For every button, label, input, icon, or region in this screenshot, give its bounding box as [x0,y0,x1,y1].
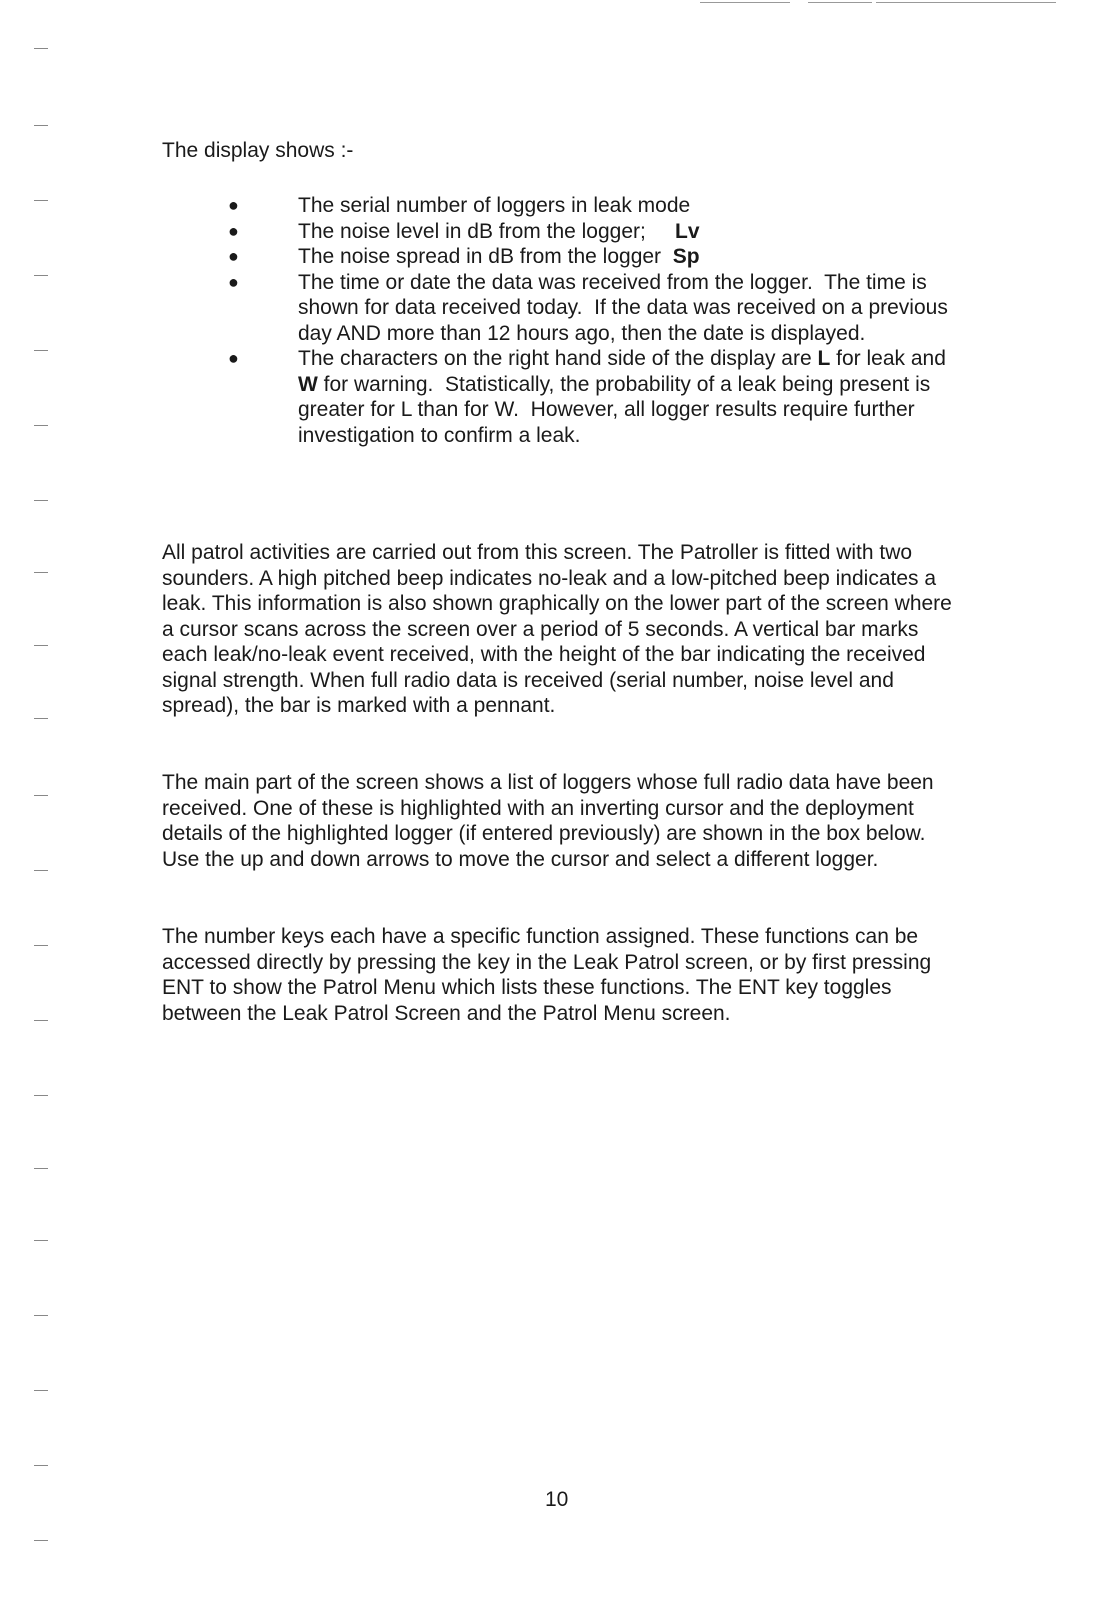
paragraph-patrol-activities: All patrol activities are carried out from this screen. The Patroller is fitted with two sounders. A high pitched beep indicates no-leak and a low-pitched beep indicates a leak. This information is also shown graphically on the lower part of the screen where a cursor scans across the screen over a period of 5 seconds. A vertical bar marks each leak/no-leak event received, with the height of the bar indicating the received signal strength. When full radio data is received (serial number, noise level and spread), the bar is marked with a pennant. [162,541,952,717]
intro-line: The display shows :- [162,139,354,162]
scan-artifact-tick [34,1168,48,1169]
bullet-text: for warning. Statistically, the probability of a leak being present is greater for L than for W. However, all logger results require further investigation to confirm a leak. [298,372,937,447]
bullet-text: The time or date the data was received from the logger. The time is shown for data received today. If the data was received on a previous day AND more than 12 hours ago, then the date is displayed. [298,270,954,345]
bullet-bold-text: Lv [675,219,700,243]
bullet-text: for leak and [830,347,952,370]
bullet-bold-text: Sp [672,245,700,268]
scan-artifact-rule [700,2,790,3]
scan-artifact-tick [34,1390,48,1391]
bullet-bold-text: W [298,372,318,396]
bullet-text: The noise spread in dB from the logger [298,245,673,268]
scan-artifact-tick [34,945,48,946]
scan-artifact-tick [34,718,48,719]
scan-artifact-tick [34,350,48,351]
scan-artifact-tick [34,1315,48,1316]
paragraph-number-keys: The number keys each have a specific function assigned. These functions can be accessed directly by pressing the key in the Leak Patrol screen, or by first pressing ENT to show the Patrol Menu which lists these functions. The ENT key toggles between the Leak Patrol Screen and the Patrol Menu screen. [162,925,932,1025]
bullet-dot-icon: ● [228,246,239,266]
scan-artifact-tick [34,1020,48,1021]
bullet-list [224,193,964,448]
scan-artifact-tick [34,795,48,796]
bullet-dot-icon: ● [228,271,239,292]
bullet-text: The serial number of loggers in leak mode [298,194,691,217]
scan-artifact-tick [34,275,48,276]
bullet-item [224,270,964,347]
bullet-item [224,193,964,219]
scan-artifact-tick [34,645,48,646]
scan-artifact-tick [34,125,48,126]
scan-artifact-tick [34,870,48,871]
bullet-text: The characters on the right hand side of the display are [298,347,818,370]
scan-artifact-tick [34,500,48,501]
scan-artifact-rule [808,2,872,3]
scan-artifact-tick [34,200,48,201]
scan-artifact-rule [876,2,1056,3]
bullet-bold-text: L [817,347,831,370]
bullet-dot-icon: ● [228,195,239,215]
scan-artifact-tick [34,425,48,426]
scan-artifact-tick [34,1240,48,1241]
bullet-item [224,219,964,245]
bullet-text: The noise level in dB from the logger; [298,219,676,243]
scan-artifact-tick [34,1465,48,1466]
page-number: 10 [545,1488,569,1511]
paragraph-main-screen: The main part of the screen shows a list of loggers whose full radio data have been received. One of these is highlighted with an inverting cursor and the deployment details of the highlighted logger (if entered previously) are shown in the box below. Use the up and down arrows to move the cursor and select a different logger. [162,771,934,871]
scan-artifact-tick [34,1540,48,1541]
scan-artifact-tick [34,48,48,49]
bullet-item [224,244,964,270]
scan-artifact-tick [34,1095,48,1096]
scan-artifact-tick [34,572,48,573]
bullet-dot-icon: ● [228,220,239,241]
bullet-dot-icon: ● [228,348,239,368]
bullet-item [224,346,964,448]
